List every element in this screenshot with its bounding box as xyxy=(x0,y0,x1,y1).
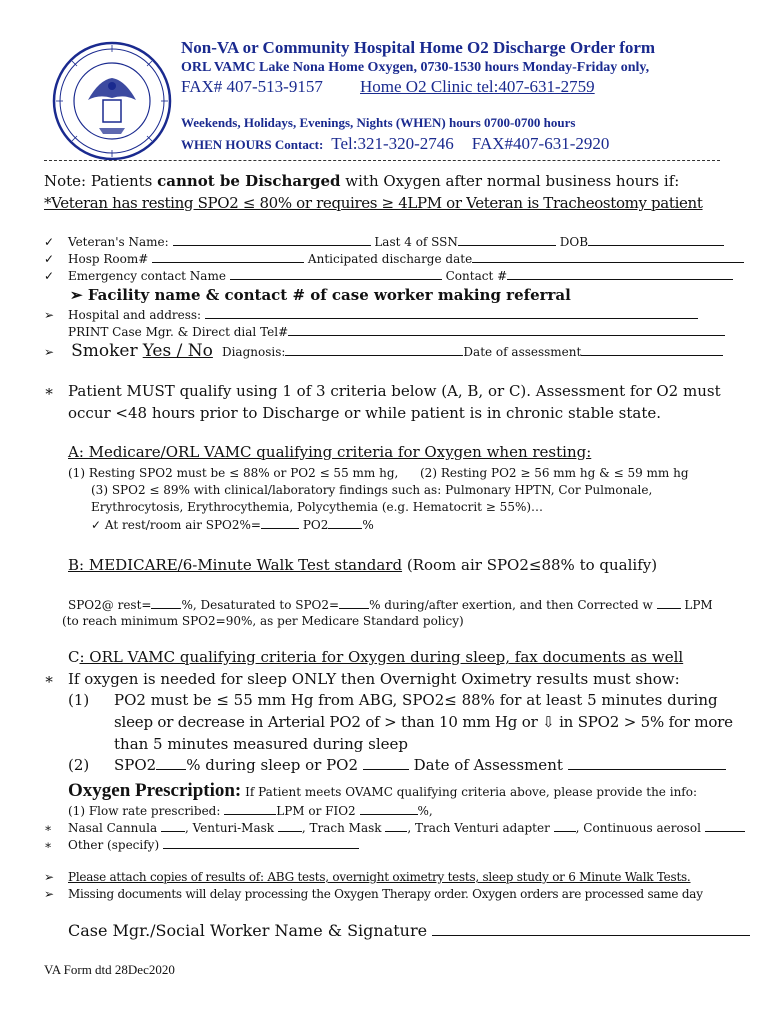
rest-spo2-field[interactable] xyxy=(261,517,299,529)
prescription-heading-row: Oxygen Prescription: If Patient meets OVAMC qualifying criteria above, please provide the info: xyxy=(68,780,698,801)
ssn-last4-field[interactable] xyxy=(458,234,556,246)
emergency-name-field[interactable] xyxy=(230,268,442,280)
prescription-heading: Oxygen Prescription: xyxy=(68,780,242,801)
hosp-room-field[interactable] xyxy=(152,251,304,263)
section-c-item-2: SPO2 % during sleep or PO2 Date of Assessment xyxy=(114,756,726,774)
form-title: Non-VA or Community Hospital Home O2 Discharge Order form xyxy=(181,38,656,57)
header-divider xyxy=(44,160,720,161)
when-tel: Tel:321-320-2746 xyxy=(331,134,454,153)
section-c-num-1: (1) xyxy=(68,691,90,709)
discharge-date-field[interactable] xyxy=(472,251,744,263)
signature-row: Case Mgr./Social Worker Name & Signature xyxy=(68,921,750,940)
section-c-num-2: (2) xyxy=(68,756,90,774)
assessment-date-field[interactable] xyxy=(581,344,723,356)
attach-line-1: ➢ Please attach copies of results of: ABG tests, overnight oximetry tests, sleep study or 6 Minute Walk Tests. xyxy=(44,870,691,884)
other-specify-row: ∗ Other (specify) xyxy=(44,837,359,852)
section-a-item-3b: Erythrocytosis, Erythrocythemia, Polycythemia (e.g. Hematocrit ≥ 55%)… xyxy=(91,500,544,514)
dob-field[interactable] xyxy=(588,234,724,246)
signature-field[interactable] xyxy=(432,921,750,936)
check-icon: ✓ xyxy=(44,252,55,266)
section-c-heading: C: ORL VAMC qualifying criteria for Oxygen during sleep, fax documents as well xyxy=(68,648,684,666)
flow-rate-field[interactable] xyxy=(224,803,276,815)
arrow-icon: ➢ xyxy=(44,308,55,322)
nasal-cannula-field[interactable] xyxy=(161,820,185,832)
section-b-line-1: SPO2@ rest= %, Desaturated to SPO2= % during/after exertion, and then Corrected w LPM xyxy=(68,598,713,612)
attach-line-2: ➢ Missing documents will delay processing the Oxygen Therapy order. Oxygen orders are processed same day xyxy=(44,887,703,901)
section-b-line-2: (to reach minimum SPO2=90%, as per Medicare Standard policy) xyxy=(62,614,464,628)
veteran-name-row: ✓ Veteran's Name: Last 4 of SSN DOB xyxy=(44,234,724,249)
corrected-lpm-field[interactable] xyxy=(657,597,681,609)
star-icon: ∗ xyxy=(44,382,55,400)
trach-mask-field[interactable] xyxy=(385,820,407,832)
spo2-rest-field[interactable] xyxy=(151,597,181,609)
arrow-icon: ➢ xyxy=(44,870,54,884)
sleep-spo2-field[interactable] xyxy=(156,758,186,770)
note-line-2: *Veteran has resting SPO2 ≤ 80% or requires ≥ 4LPM or Veteran is Tracheostomy patient xyxy=(44,194,703,212)
when-contact-label: WHEN HOURS Contact: xyxy=(181,137,324,152)
section-c-item-1c: than 5 minutes measured during sleep xyxy=(114,735,409,753)
section-a-heading: A: Medicare/ORL VAMC qualifying criteria for Oxygen when resting: xyxy=(68,443,592,461)
clinic-phone-link[interactable]: Home O2 Clinic tel:407-631-2759 xyxy=(360,77,595,96)
delivery-options-row: ∗ Nasal Cannula , Venturi-Mask , Trach Mask , Trach Venturi adapter , Continuous aerosol xyxy=(44,820,745,835)
section-c-intro: ∗ If oxygen is needed for sleep ONLY then Overnight Oximetry results must show: xyxy=(44,670,680,688)
hours-line: ORL VAMC Lake Nona Home Oxygen, 0730-1530 hours Monday-Friday only, xyxy=(181,60,650,75)
continuous-aerosol-field[interactable] xyxy=(705,820,745,832)
section-a-item-3a: (3) SPO2 ≤ 89% with clinical/laboratory findings such as: Pulmonary HPTN, Cor Pulmonale, xyxy=(91,483,653,497)
star-icon: ∗ xyxy=(44,821,53,835)
flow-rate-row: (1) Flow rate prescribed: LPM or FIO2 %, xyxy=(68,804,433,818)
section-a-item-2: (2) Resting PO2 ≥ 56 mm hg & ≤ 59 mm hg xyxy=(420,466,689,480)
sleep-po2-field[interactable] xyxy=(363,758,409,770)
section-a-item-1: (1) Resting SPO2 must be ≤ 88% or PO2 ≤ 55 mm hg, xyxy=(68,466,399,480)
note-line-1: Note: Patients cannot be Discharged with Oxygen after normal business hours if: xyxy=(44,172,680,190)
when-hours-line: Weekends, Holidays, Evenings, Nights (WHEN) hours 0700-0700 hours xyxy=(181,115,576,130)
section-c-item-1a: PO2 must be ≤ 55 mm Hg from ABG, SPO2≤ 88% for at least 5 minutes during xyxy=(114,691,718,709)
rest-po2-field[interactable] xyxy=(328,517,362,529)
desaturated-field[interactable] xyxy=(339,597,369,609)
star-icon: ∗ xyxy=(44,670,55,688)
veteran-name-field[interactable] xyxy=(173,234,371,246)
form-date: VA Form dtd 28Dec2020 xyxy=(44,962,175,977)
arrow-icon: ➢ xyxy=(44,887,54,901)
sleep-assessment-date-field[interactable] xyxy=(568,758,726,770)
hospital-address-row: ➢ Hospital and address: xyxy=(44,307,698,322)
case-mgr-row: PRINT Case Mgr. & Direct dial Tel# xyxy=(68,324,725,339)
arrow-icon: ➢ xyxy=(44,345,55,359)
arrow-icon: ➢ xyxy=(70,286,83,304)
other-specify-field[interactable] xyxy=(163,837,359,849)
case-mgr-field[interactable] xyxy=(288,324,725,336)
va-seal-logo xyxy=(51,40,173,162)
section-c-item-1b: sleep or decrease in Arterial PO2 of > than 10 mm Hg or ⇩ in SPO2 > 5% for more xyxy=(114,713,733,731)
criteria-line-2: occur <48 hours prior to Discharge or while patient is in chronic stable state. xyxy=(68,404,661,422)
criteria-line-1: ∗ Patient MUST qualify using 1 of 3 criteria below (A, B, or C). Assessment for O2 must xyxy=(44,382,721,400)
section-b-heading: B: MEDICARE/6-Minute Walk Test standard (Room air SPO2≤88% to qualify) xyxy=(68,556,658,574)
hospital-address-field[interactable] xyxy=(205,307,698,319)
venturi-mask-field[interactable] xyxy=(278,820,302,832)
trach-venturi-field[interactable] xyxy=(554,820,576,832)
smoker-yes-no[interactable]: Yes / No xyxy=(142,341,213,361)
facility-heading: ➢ Facility name & contact # of case worker making referral xyxy=(70,286,571,304)
smoker-row: ➢ Smoker Yes / No Diagnosis: Date of assessment xyxy=(44,341,723,361)
fio2-field[interactable] xyxy=(360,803,418,815)
contact-number-field[interactable] xyxy=(507,268,733,280)
emergency-contact-row: ✓ Emergency contact Name Contact # xyxy=(44,268,733,283)
when-fax: FAX#407-631-2920 xyxy=(471,134,610,153)
hosp-room-row: ✓ Hosp Room# Anticipated discharge date xyxy=(44,251,744,266)
star-icon: ∗ xyxy=(44,838,53,852)
diagnosis-field[interactable] xyxy=(285,344,463,356)
check-icon: ✓ xyxy=(44,235,55,249)
rest-room-air-row: ✓ At rest/room air SPO2%= PO2 % xyxy=(91,518,374,532)
check-icon: ✓ xyxy=(44,269,55,283)
check-icon: ✓ xyxy=(91,518,102,532)
when-contact-line xyxy=(181,134,609,154)
fax-number: FAX# 407-513-9157 xyxy=(181,77,323,96)
